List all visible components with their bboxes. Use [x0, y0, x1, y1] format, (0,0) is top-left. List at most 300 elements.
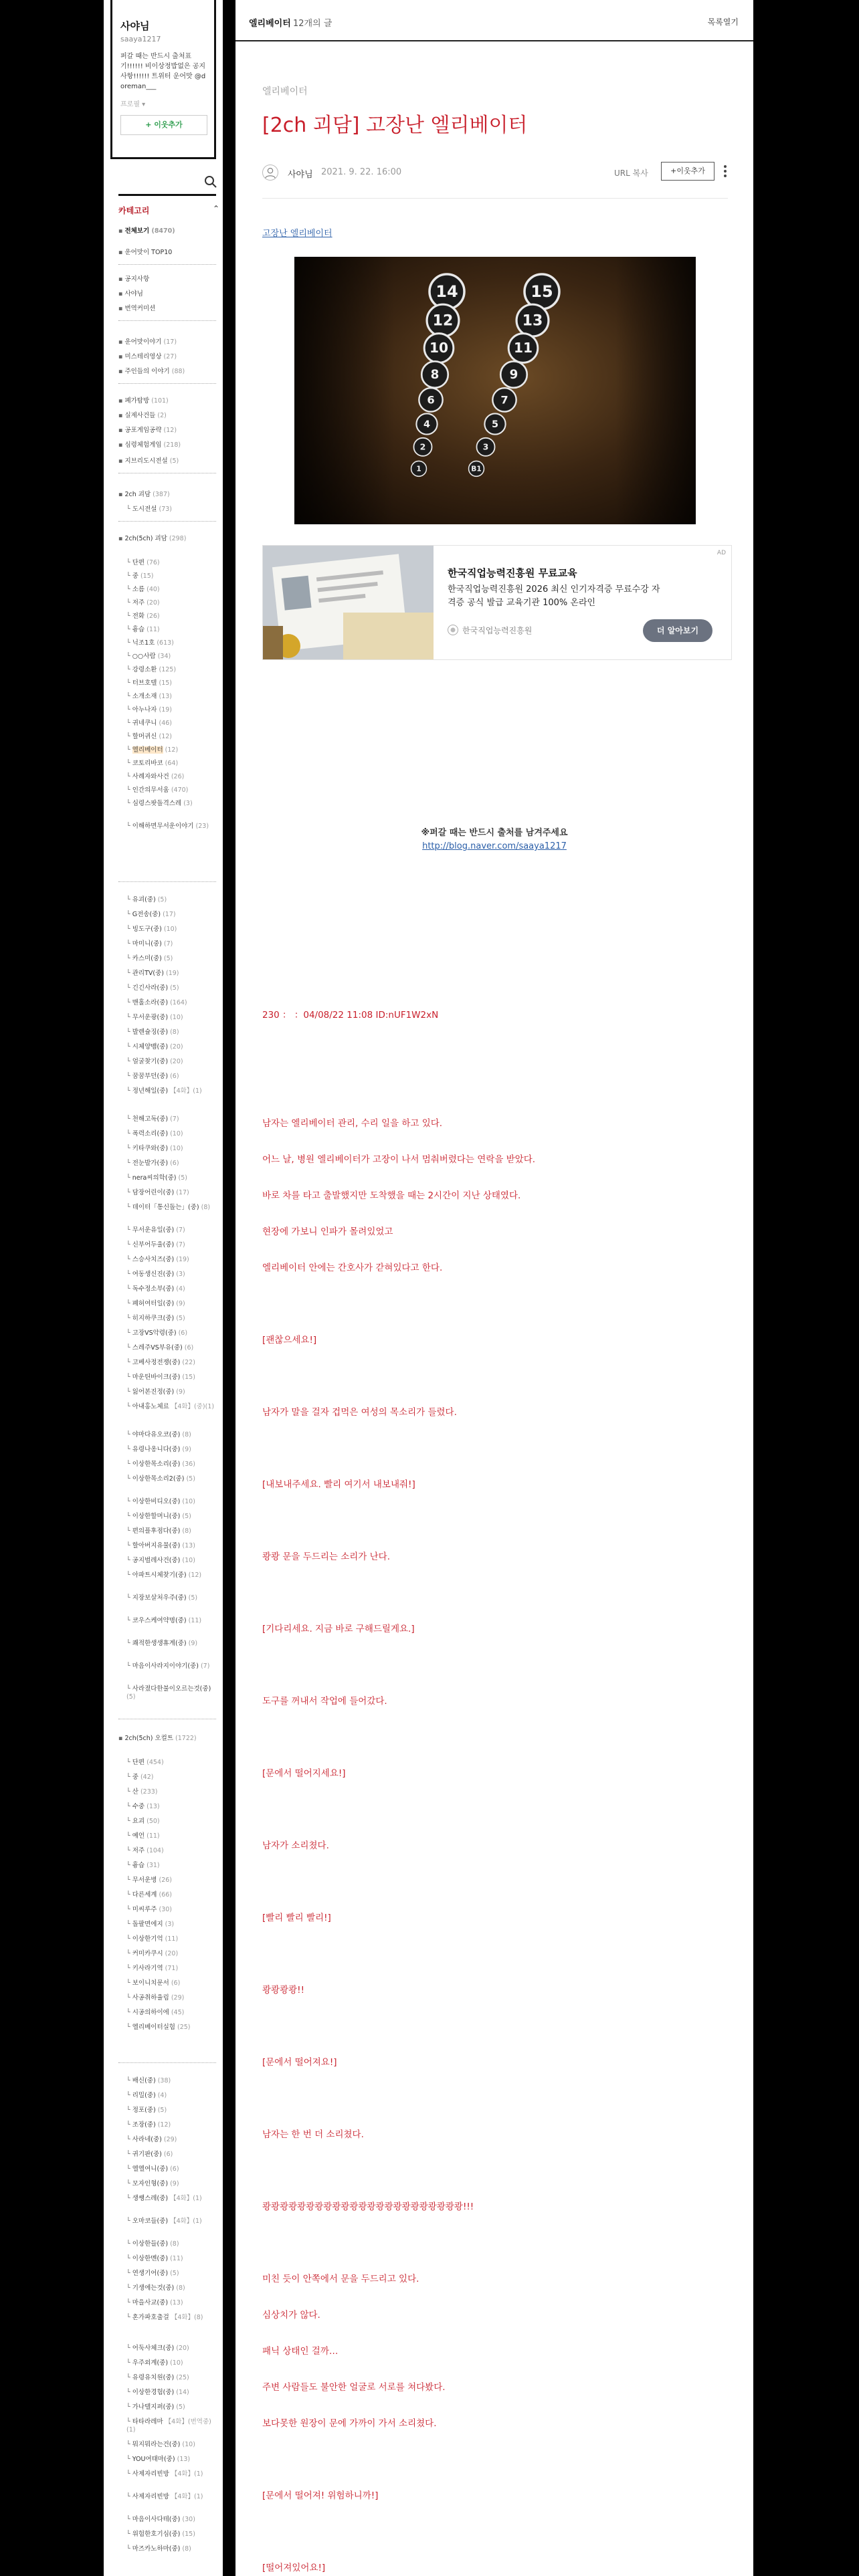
category-item[interactable] [126, 1271, 220, 1279]
category-item[interactable] [118, 353, 219, 361]
category-bullet-icon: └ [126, 2092, 130, 2099]
category-label: 얼굴찾기(중) [132, 1058, 169, 1065]
category-bullet-icon: └ [126, 599, 130, 607]
category-item[interactable] [118, 397, 219, 405]
category-item[interactable] [126, 1115, 220, 1123]
category-label: 유령나옹니다(중) [132, 1446, 181, 1453]
category-bullet-icon: └ [126, 2359, 130, 2367]
category-item[interactable] [126, 823, 220, 831]
category-item[interactable] [126, 586, 220, 594]
category-item[interactable] [126, 1087, 220, 1095]
category-label: 공지사항 [124, 276, 150, 283]
category-item[interactable] [126, 1300, 220, 1308]
category-bullet-icon: ▪ [118, 457, 123, 465]
category-item[interactable] [126, 2545, 220, 2553]
category-item[interactable] [126, 1979, 220, 1988]
category-item[interactable] [126, 2270, 220, 2278]
category-item[interactable] [126, 1145, 220, 1153]
category-bullet-icon: └ [126, 1498, 130, 1505]
category-item[interactable] [126, 2009, 220, 2017]
category-label: 유괴(중) [132, 896, 156, 903]
category-count: (9) [188, 1640, 198, 1647]
url-copy-button[interactable]: URL 복사 [614, 169, 648, 178]
category-count: (30) [159, 1906, 172, 1913]
category-item[interactable] [126, 1029, 220, 1037]
category-item[interactable] [126, 1374, 220, 1382]
category-item[interactable] [126, 1189, 220, 1197]
category-item[interactable] [126, 2441, 220, 2449]
category-label: 저주 [132, 599, 145, 607]
category-item[interactable] [126, 2314, 220, 2322]
category-label: 이상한들(중) [132, 2240, 169, 2248]
category-item[interactable] [126, 2092, 220, 2100]
category-item[interactable] [126, 2516, 220, 2524]
category-bullet-icon: └ [126, 1979, 130, 1987]
category-bullet-icon: └ [126, 1374, 130, 1381]
category-item[interactable] [126, 786, 220, 794]
post-category[interactable]: 엘리베이터 [262, 86, 308, 97]
category-bullet-icon: └ [126, 1557, 130, 1564]
category-item[interactable] [126, 1204, 220, 1212]
category-item[interactable] [126, 1527, 220, 1535]
post-paragraph: 현장에 가보니 인파가 몰려있었고 [262, 1226, 393, 1237]
category-item[interactable] [126, 1818, 220, 1826]
category-bullet-icon: ▪ [118, 427, 123, 434]
category-item[interactable] [126, 1043, 220, 1051]
category-label: 이해하면무서운이야기 [132, 823, 194, 830]
category-item[interactable] [126, 2121, 220, 2129]
category-count: (11) [170, 2255, 183, 2262]
more-options-icon[interactable] [723, 163, 728, 179]
category-count: (17) [163, 338, 177, 346]
category-label: 중 [132, 1774, 138, 1781]
category-bullet-icon: └ [126, 1788, 130, 1796]
category-bullet-icon: └ [126, 1174, 130, 1182]
category-item[interactable] [126, 1174, 220, 1182]
category-bullet-icon: ▪ [118, 227, 123, 235]
category-item[interactable] [126, 1073, 220, 1081]
category-item[interactable] [126, 1803, 220, 1811]
post-paragraph: 쾅쾅 문을 두드리는 소리가 난다. [262, 1551, 390, 1562]
profile-intro: 퍼갈 때는 반드시 출처표기!!!!!! 비이상정밥없은 공지사항!!!!!! 트위터 운어맛 @doreman___ [120, 53, 206, 90]
category-count: (8) [170, 1029, 179, 1036]
category-bullet-icon: └ [126, 1403, 130, 1410]
category-label: 흉습 [132, 1862, 145, 1869]
category-bullet-icon: └ [126, 2418, 130, 2426]
category-item[interactable] [118, 305, 219, 313]
category-item[interactable] [126, 2470, 220, 2478]
category-item[interactable] [126, 639, 220, 647]
category-item[interactable] [126, 1160, 220, 1168]
category-item[interactable] [126, 679, 220, 687]
category-item[interactable] [126, 2136, 220, 2144]
category-item[interactable] [126, 706, 220, 714]
category-label: 히지하쿠크(중) [132, 1315, 175, 1322]
post-paragraph: 남자가 말을 걸자 겁먹은 여성의 목소리가 들렸다. [262, 1407, 457, 1418]
category-count: (27) [163, 353, 177, 360]
category-item[interactable] [126, 559, 220, 567]
category-label: G전송(중) [132, 911, 161, 918]
category-bullet-icon: └ [126, 1359, 130, 1366]
category-count: 【4화】(중)(1) [171, 1403, 215, 1410]
category-bullet-icon: └ [126, 2218, 130, 2225]
category-item[interactable] [126, 1475, 220, 1483]
category-item[interactable] [126, 955, 220, 963]
category-item[interactable] [126, 2299, 220, 2307]
category-item[interactable] [126, 1344, 220, 1352]
category-label: 리밀(중) [132, 2092, 156, 2099]
category-count: (4) [157, 2092, 167, 2099]
category-label: 공포게임공략 [124, 427, 162, 434]
chevron-up-icon[interactable]: ⌃ [213, 204, 220, 213]
category-bullet-icon: └ [126, 1300, 130, 1307]
category-label: 뭐지뭐라는건(중) [132, 2441, 181, 2448]
category-item[interactable] [126, 1662, 220, 1671]
category-bullet-icon: └ [126, 2270, 130, 2277]
category-count: (3) [176, 1271, 185, 1278]
category-item[interactable] [126, 2456, 220, 2464]
category-count: (11) [165, 1935, 179, 1943]
category-item[interactable] [126, 653, 220, 661]
category-item[interactable] [126, 1256, 220, 1264]
category-bullet-icon: └ [126, 1241, 130, 1249]
category-item[interactable] [126, 1685, 220, 1701]
category-count: (5) [188, 1594, 198, 1602]
category-label: 사례자와사건 [132, 773, 169, 780]
category-label: 수중 [132, 1803, 145, 1810]
category-count: (12) [157, 2121, 171, 2129]
category-item[interactable] [126, 666, 220, 674]
category-bullet-icon: └ [126, 1073, 130, 1080]
category-item[interactable] [126, 1461, 220, 1469]
category-bullet-icon: └ [126, 1115, 130, 1123]
post-list-bar [235, 0, 753, 41]
ad-sponsor: 한국직업능력진흥원 [462, 626, 533, 635]
category-item[interactable] [126, 2359, 220, 2367]
category-item[interactable] [126, 984, 220, 992]
category-label: 발렌슐징(중) [132, 1029, 169, 1036]
category-bullet-icon: └ [126, 1204, 130, 1211]
category-count: (26) [159, 1876, 172, 1884]
category-item[interactable] [126, 760, 220, 768]
category-label: 예언 [132, 1832, 145, 1840]
post-paragraph: 심상치가 않다. [262, 2310, 320, 2321]
category-count: (13) [170, 2299, 183, 2306]
category-item[interactable] [126, 1498, 220, 1506]
category-item[interactable] [126, 999, 220, 1007]
category-item[interactable] [126, 2493, 220, 2501]
category-item[interactable] [126, 1058, 220, 1066]
category-item[interactable] [126, 1788, 220, 1796]
category-item[interactable] [126, 1014, 220, 1022]
category-item[interactable] [126, 2345, 220, 2353]
category-count: (233) [140, 1788, 158, 1796]
category-item[interactable] [126, 1921, 220, 1929]
category-bullet-icon: └ [126, 1315, 130, 1322]
category-bullet-icon: └ [126, 1160, 130, 1167]
category-item[interactable] [126, 2165, 220, 2173]
category-bullet-icon: └ [126, 1803, 130, 1810]
category-item[interactable] [126, 2024, 220, 2032]
category-item[interactable] [126, 693, 220, 701]
category-item[interactable] [126, 2218, 220, 2226]
category-item[interactable] [126, 2374, 220, 2382]
category-item[interactable] [126, 1226, 220, 1235]
category-item[interactable] [118, 491, 219, 499]
category-item[interactable] [126, 506, 220, 514]
category-bullet-icon: └ [126, 1965, 130, 1972]
category-label: 카스미(중) [132, 955, 162, 962]
category-label: 전화 [132, 613, 145, 620]
category-item[interactable] [126, 1572, 220, 1580]
category-top-rule [118, 194, 216, 196]
category-item[interactable] [126, 2255, 220, 2263]
category-item[interactable] [126, 1388, 220, 1396]
category-item[interactable] [126, 1935, 220, 1943]
elevator-floor-label: 5 [491, 419, 499, 430]
category-item[interactable] [126, 1315, 220, 1323]
category-count: (29) [163, 2136, 177, 2143]
category-count: (101) [151, 397, 169, 405]
category-item[interactable] [126, 2389, 220, 2397]
category-item[interactable] [126, 1542, 220, 1550]
category-count: (14) [176, 2389, 189, 2396]
category-label: 무서운유일(중) [132, 1226, 175, 1234]
category-label: 천해고독(중) [132, 1115, 169, 1123]
source-link[interactable]: http://blog.naver.com/saaya1217 [422, 841, 567, 851]
follow-button[interactable]: +이웃추가 [661, 162, 714, 181]
category-label: 기생에는것(중) [132, 2284, 175, 2292]
category-item[interactable] [126, 970, 220, 978]
author-avatar[interactable] [262, 165, 278, 181]
category-count: (8) [182, 1527, 191, 1535]
category-bullet-icon: └ [126, 1285, 130, 1293]
category-count: (3) [165, 1921, 175, 1928]
category-label: 어둑사체크(중) [132, 2345, 175, 2352]
category-item[interactable] [126, 926, 220, 934]
category-label: 코우스케여약명(중) [132, 1617, 187, 1624]
category-count: (7) [170, 1115, 179, 1123]
category-bullet-icon: └ [126, 1043, 130, 1051]
category-bullet-icon: └ [126, 572, 130, 580]
blog-sidebar [104, 0, 223, 2576]
category-item[interactable] [126, 896, 220, 904]
category-item[interactable] [126, 1446, 220, 1454]
post-paragraph: 패닉 상태인 걸까… [262, 2346, 339, 2357]
category-count: (5) [157, 896, 167, 903]
category-bullet-icon: └ [126, 823, 130, 830]
category-bullet-icon: └ [126, 970, 130, 977]
category-count: 【4화】(번역중)(1) [126, 2418, 211, 2434]
category-item[interactable] [126, 572, 220, 580]
category-label: 지브리도시전설 [124, 457, 168, 465]
category-item[interactable] [126, 1847, 220, 1855]
elevator-floor-label: 14 [436, 282, 458, 301]
category-count: (20) [170, 1043, 183, 1051]
category-item[interactable] [126, 1130, 220, 1138]
category-count: (5) [178, 1174, 187, 1182]
category-label: 2ch(5ch) 괴담 [124, 535, 167, 542]
category-item[interactable] [118, 276, 219, 284]
category-item[interactable] [126, 1876, 220, 1885]
category-item[interactable] [118, 368, 219, 376]
category-item[interactable] [126, 1640, 220, 1648]
category-bullet-icon: └ [126, 2545, 130, 2553]
category-item[interactable] [126, 2180, 220, 2188]
category-item[interactable] [118, 535, 219, 543]
category-item[interactable] [118, 412, 219, 420]
category-item[interactable] [118, 1735, 219, 1743]
elevator-floor-label: 1 [416, 465, 421, 473]
category-item[interactable] [126, 800, 220, 808]
category-item[interactable] [118, 290, 219, 298]
category-count: (8470) [151, 227, 175, 235]
ad-banner[interactable] [262, 545, 732, 660]
add-neighbor-button[interactable]: + 이웃추가 [120, 115, 207, 135]
category-count: (10) [170, 1145, 183, 1152]
list-toggle-button[interactable]: 목록열기 [707, 17, 739, 27]
category-item[interactable] [126, 1617, 220, 1625]
category-item[interactable] [126, 2107, 220, 2115]
search-icon[interactable] [204, 175, 217, 189]
category-item[interactable] [126, 1359, 220, 1367]
category-label: 이상한경험(중) [132, 2389, 175, 2396]
category-bullet-icon: ▪ [118, 491, 123, 498]
post-title-link[interactable]: 고장난 엘리베이터 [262, 229, 332, 239]
category-label: 사라네(중) [132, 2136, 162, 2143]
ad-title[interactable]: 한국직업능력진흥원 무료교육 [448, 567, 577, 579]
current-category[interactable]: 엘리베이터 [249, 19, 291, 29]
category-count: (10) [170, 1014, 183, 1021]
category-item[interactable] [126, 1906, 220, 1914]
category-count: (7) [200, 1662, 210, 1670]
category-header[interactable]: 카테고리 [118, 206, 150, 215]
category-label: 아누나자 [132, 706, 157, 714]
category-item[interactable] [126, 1285, 220, 1293]
category-item[interactable] [126, 1431, 220, 1439]
profile-name[interactable]: 사야님 [120, 20, 150, 32]
category-bullet-icon: └ [126, 1329, 130, 1337]
category-item[interactable] [126, 1241, 220, 1249]
category-item[interactable] [126, 1774, 220, 1782]
category-item[interactable] [126, 599, 220, 607]
category-item[interactable] [126, 1965, 220, 1973]
category-item[interactable] [126, 1832, 220, 1840]
profile-menu[interactable]: 프로필 ▾ [120, 101, 146, 108]
category-count: (17) [163, 911, 176, 918]
category-bullet-icon: └ [126, 1145, 130, 1152]
category-item[interactable] [126, 1891, 220, 1899]
category-item[interactable] [118, 441, 219, 449]
category-item[interactable] [118, 457, 219, 465]
category-label: 신부어두울(중) [132, 1241, 175, 1249]
category-item[interactable] [126, 940, 220, 948]
category-label: 보이니치문서 [132, 1979, 169, 1987]
category-item[interactable] [126, 773, 220, 781]
category-item[interactable] [126, 1594, 220, 1602]
category-item[interactable] [126, 1329, 220, 1337]
category-count: (15) [182, 1374, 195, 1381]
ad-cta-button[interactable]: 더 알아보기 [643, 619, 712, 642]
elevator-floor-label: 7 [500, 393, 508, 407]
elevator-floor-label: 3 [482, 441, 489, 452]
category-bullet-icon: └ [126, 1662, 130, 1670]
category-item[interactable] [126, 1403, 220, 1411]
category-item[interactable] [126, 733, 220, 741]
category-item[interactable] [126, 1994, 220, 2002]
category-count: (11) [188, 1617, 202, 1624]
category-item[interactable] [126, 2151, 220, 2159]
category-count: (12) [165, 746, 179, 754]
category-bullet-icon: └ [126, 1014, 130, 1021]
category-bullet-icon: └ [126, 586, 130, 593]
category-item[interactable] [126, 613, 220, 621]
category-label: 강령소환 [132, 666, 157, 673]
category-divider [118, 2062, 216, 2063]
category-label: 폐허여터일(중) [132, 1300, 175, 1307]
category-label: 전체보기 [124, 227, 150, 235]
category-item[interactable] [126, 2195, 220, 2203]
category-bullet-icon: └ [126, 1818, 130, 1825]
post-paragraph: [기다리세요. 지금 바로 구해드릴게요.] [262, 1624, 415, 1634]
ad-sponsor-logo [448, 625, 458, 635]
category-bullet-icon: └ [126, 2009, 130, 2016]
category-item[interactable] [126, 1759, 220, 1767]
category-item[interactable] [118, 427, 219, 435]
category-item[interactable] [126, 1862, 220, 1870]
category-bullet-icon: └ [126, 1640, 130, 1647]
ad-certificate-image [263, 546, 434, 659]
author-name[interactable]: 사야님 [288, 170, 313, 180]
category-item[interactable] [118, 227, 219, 235]
category-count: (23) [195, 823, 209, 830]
category-item[interactable] [126, 746, 220, 754]
category-item[interactable] [126, 911, 220, 919]
category-label: 커미카쿠시 [132, 1950, 163, 1957]
category-bullet-icon: └ [126, 2403, 130, 2411]
post-paragraph: 남자는 한 번 더 소리쳤다. [262, 2129, 364, 2140]
category-label: 사라졌다한불이오르는것(중) [132, 1685, 211, 1693]
category-item[interactable] [126, 626, 220, 634]
category-item[interactable] [118, 338, 219, 346]
category-item[interactable] [126, 1950, 220, 1958]
category-item[interactable] [126, 2403, 220, 2411]
category-item[interactable] [126, 1513, 220, 1521]
elevator-floor-label: B1 [471, 465, 482, 473]
category-bullet-icon: └ [126, 1847, 130, 1854]
category-label: 시공의하이에 [132, 2009, 169, 2016]
category-item[interactable] [126, 2531, 220, 2539]
category-label: 소개소재 [132, 693, 157, 700]
category-bullet-icon: └ [126, 1935, 130, 1943]
category-label: 이상한비디오(중) [132, 1498, 181, 1505]
category-item[interactable] [126, 1557, 220, 1565]
category-label: 전눈발가(중) [132, 1160, 169, 1167]
category-item[interactable] [126, 2077, 220, 2085]
category-item[interactable] [126, 2240, 220, 2248]
category-item[interactable] [126, 2284, 220, 2292]
category-item[interactable] [126, 720, 220, 728]
category-count: (11) [147, 1832, 160, 1840]
post-paragraph: [괜찮으세요!] [262, 1335, 317, 1346]
post-paragraph: 어느 날, 병원 엘리베이터가 고장이 나서 멈춰버렸다는 연락을 받았다. [262, 1154, 536, 1165]
category-bullet-icon: └ [126, 2470, 130, 2478]
category-count: (15) [159, 679, 172, 687]
elevator-floor-label: 2 [419, 441, 426, 452]
post-paragraph: 쾅쾅쾅쾅!! [262, 1985, 304, 1996]
category-item[interactable] [126, 2418, 220, 2434]
category-item[interactable] [118, 249, 219, 257]
